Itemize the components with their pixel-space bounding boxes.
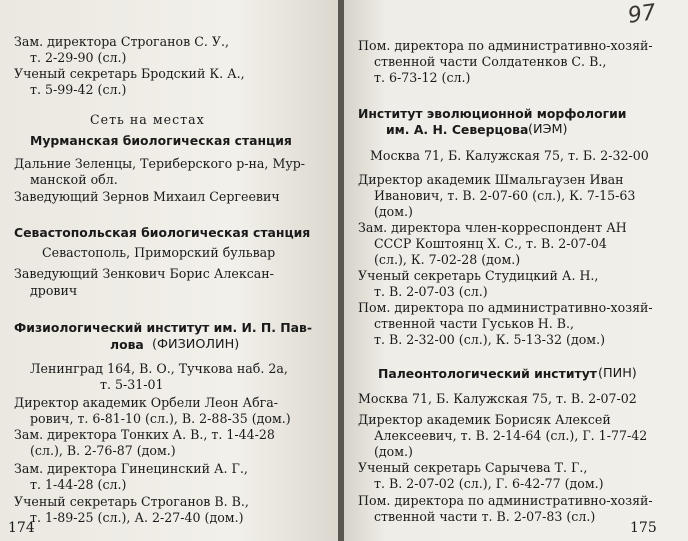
text-line: (дом.) [374,204,413,219]
text-line: Зам. директора Гинецинский А. Г., [14,461,248,476]
text-line: Зам. директора член-корреспондент АН [358,220,627,235]
text-line: т. 6-73-12 (сл.) [374,70,471,85]
text-line: (дом.) [374,444,413,459]
institution-abbreviation: (ИЭМ) [528,122,568,137]
text-line: рович, т. 6-81-10 (сл.), В. 2-88-35 (дом.) [30,411,291,426]
phone-line: т. 5-31-01 [100,377,164,392]
section-heading: Сеть на местах [90,112,205,127]
left-page [0,0,338,541]
text-line: (сл.), В. 2-76-87 (дом.) [30,443,176,458]
text-line: Пом. директора по административно-хозяй- [358,493,653,508]
text-line: ственной части Солдатенков С. В., [374,54,607,69]
text-line: (сл.), К. 7-02-28 (дом.) [374,252,521,267]
text-line: т. 1-89-25 (сл.), А. 2-27-40 (дом.) [30,510,244,525]
institution-abbreviation: (ПИН) [598,366,637,381]
institution-heading: Палеонтологический институт [378,366,597,381]
text-line: Зам. директора Тонких А. В., т. 1-44-28 [14,427,275,442]
address-line: манской обл. [30,172,118,187]
institution-heading: им. А. Н. Северцова [386,122,529,137]
text-line: Пом. директора по административно-хозяй- [358,38,653,53]
institution-heading: Мурманская биологическая станция [30,133,292,148]
text-line: Иванович, т. В. 2-07-60 (сл.), К. 7-15-63 [374,188,636,203]
text-line: СССР Коштоянц Х. С., т. В. 2-07-04 [374,236,607,251]
address-line: Москва 71, Б. Калужская 75, т. Б. 2-32-00 [370,148,649,163]
text-line: Директор академик Борисяк Алексей [358,412,611,427]
text-line: Ученый секретарь Сарычева Т. Г., [358,460,588,475]
text-line: Ученый секретарь Студицкий А. Н., [358,268,599,283]
address-line: Севастополь, Приморский бульвар [42,245,276,260]
text-line: Пом. директора по административно-хозяй- [358,300,653,315]
text-line: т. В. 2-32-00 (сл.), К. 5-13-32 (дом.) [374,332,605,347]
institution-heading: Физиологический институт им. И. П. Пав- [14,320,312,335]
text-line: Директор академик Шмальгаузен Иван [358,172,624,187]
institution-abbreviation: (ФИЗИОЛИН) [152,337,240,352]
text-line: Директор академик Орбели Леон Абга- [14,395,279,410]
institution-heading: Севастопольская биологическая станция [14,225,311,240]
handwritten-mark: 97 [626,0,658,29]
text-line: Алексеевич, т. В. 2-14-64 (сл.), Г. 1-77-42 [374,428,648,443]
institution-heading: Институт эволюционной морфологии [358,106,627,121]
text-line: ственной части Гуськов Н. В., [374,316,575,331]
text-line: Заведующий Зернов Михаил Сергеевич [14,189,280,204]
text-line: т. 1-44-28 (сл.) [30,477,127,492]
address-line: Ленинград 164, В. О., Тучкова наб. 2а, [30,361,288,376]
text-line: Зам. директора Строганов С. У., [14,34,229,49]
text-line: т. 5-99-42 (сл.) [30,82,127,97]
text-line: Ученый секретарь Строганов В. В., [14,494,249,509]
address-line: Москва 71, Б. Калужская 75, т. В. 2-07-02 [358,391,637,406]
page-number: 175 [630,520,657,536]
text-line: Ученый секретарь Бродский К. А., [14,66,245,81]
text-line: т. В. 2-07-02 (сл.), Г. 6-42-77 (дом.) [374,476,604,491]
text-line: дрович [30,283,78,298]
text-line: Заведующий Зенкович Борис Алексан- [14,266,274,281]
page-number: 174 [8,520,35,536]
right-page [344,0,688,541]
institution-heading: лова [110,337,144,352]
text-line: т. В. 2-07-03 (сл.) [374,284,488,299]
text-line: т. 2-29-90 (сл.) [30,50,127,65]
text-line: ственной части т. В. 2-07-83 (сл.) [374,509,596,524]
address-line: Дальние Зеленцы, Териберского р-на, Мур- [14,156,306,171]
